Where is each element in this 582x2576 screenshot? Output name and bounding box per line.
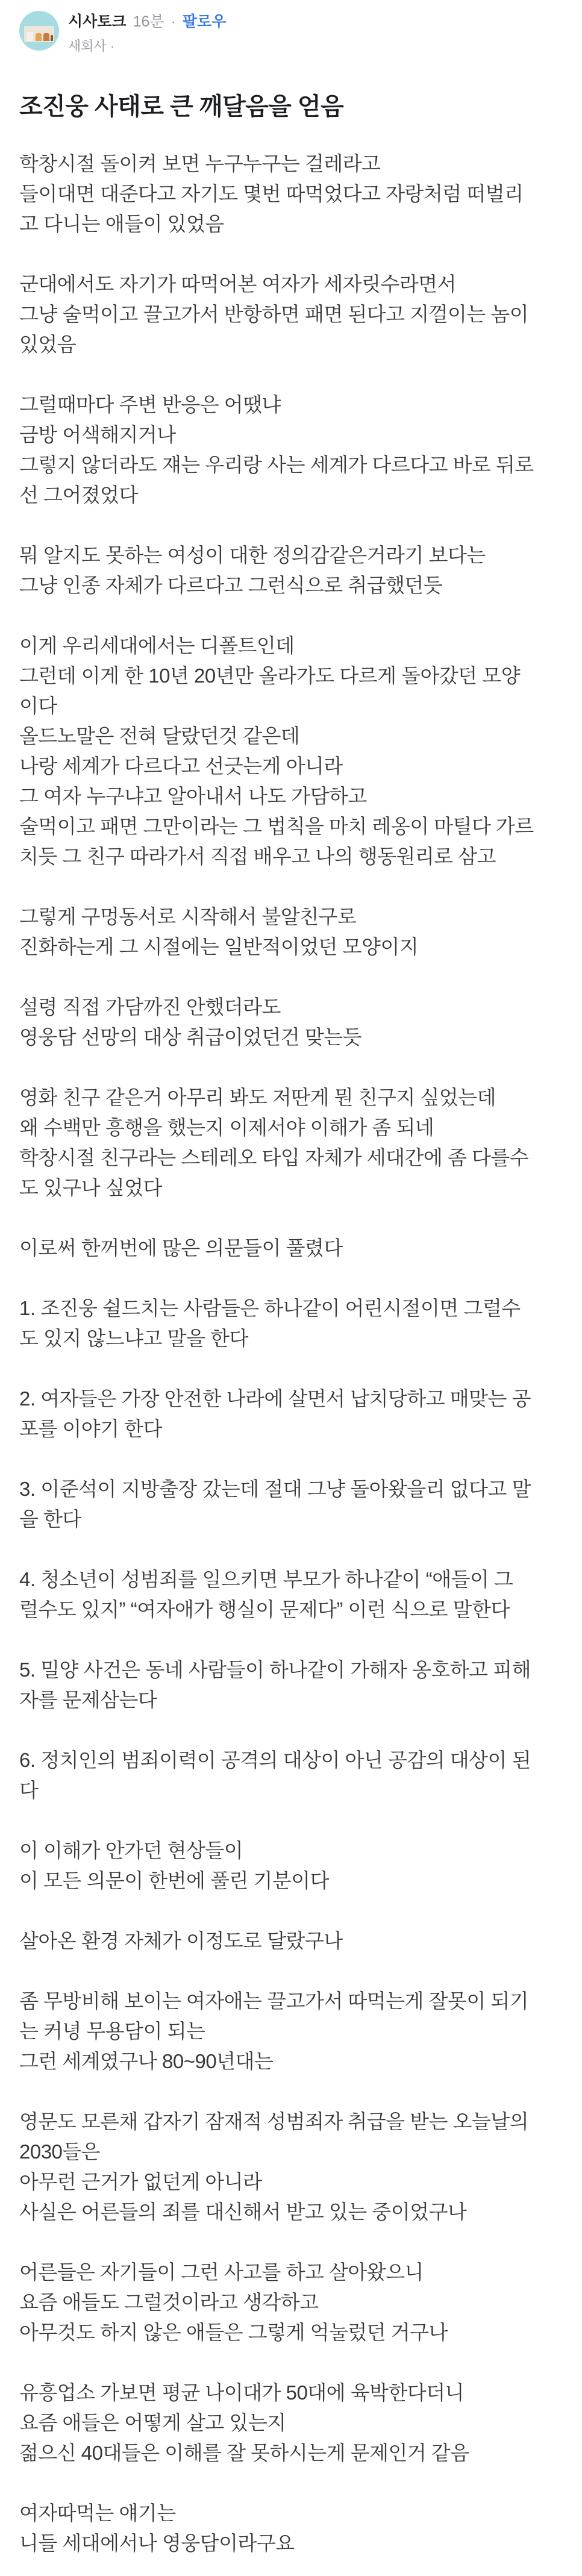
post-text-line: 도 있구나 싶었다 <box>19 1177 162 1199</box>
post-paragraph <box>19 2107 563 2227</box>
post-text-line: 1. 조진웅 쉴드치는 사람들은 하나같이 어린시절이면 그럴수 <box>19 1297 521 1319</box>
author-name[interactable]: 시사토크 <box>68 13 127 30</box>
post-header-line1 <box>68 13 226 31</box>
post-paragraph <box>19 1233 563 1263</box>
post-text-line: 어른들은 자기들이 그런 사고를 하고 살아왔으니 <box>19 2261 424 2283</box>
post-text-line: 는 커녕 무용담이 되는 <box>19 2020 205 2042</box>
post-paragraph <box>19 992 563 1052</box>
post-text-line: 도 있지 않느냐고 말을 한다 <box>19 1327 248 1349</box>
post-text-line: 여자따먹는 얘기는 <box>19 2502 176 2524</box>
post-paragraph <box>19 1986 563 2077</box>
post-text-line: 2. 여자들은 가장 안전한 나라에 살면서 납치당하고 매맞는 공 <box>19 1387 531 1410</box>
post-text-line: 아무것도 하지 않은 애들은 그렇게 억눌렀던 거구나 <box>19 2321 448 2343</box>
post-text-line: 들이대면 대준다고 자기도 몇번 따먹었다고 자랑처럼 떠벌리 <box>19 183 524 205</box>
post-text-line: 영화 친구 같은거 아무리 봐도 저딴게 뭔 친구지 싶었는데 <box>19 1086 496 1108</box>
post-text-line: 그 여자 누구냐고 알아내서 나도 가담하고 <box>19 785 367 807</box>
post-text-line: 4. 청소년이 성범죄를 일으키면 부모가 하나같이 “애들이 그 <box>19 1568 513 1590</box>
post-text-line: 학창시절 친구라는 스테레오 타입 자체가 세대간에 좀 다를수 <box>19 1146 529 1169</box>
post-text-line: 있었음 <box>19 333 77 355</box>
post-text-line: 군대에서도 자기가 따먹어본 여자가 세자릿수라면서 <box>19 273 456 295</box>
post-text-line: 선 그어졌었다 <box>19 484 138 506</box>
post-text-line: 좀 무방비해 보이는 여자애는 끌고가서 따먹는게 잘못이 되기 <box>19 1990 529 2012</box>
post-text-line: 럴수도 있지” “여자애가 행실이 문제다” 이런 식으로 말한다 <box>19 1598 510 1621</box>
post-text-line: 영문도 모른채 갑자기 잠재적 성범죄자 취급을 받는 오늘날의 <box>19 2110 529 2133</box>
post-text-line: 요즘 애들도 그럴것이라고 생각하고 <box>19 2291 319 2313</box>
post-paragraph <box>19 1384 563 1444</box>
post-text-line: 진화하는게 그 시절에는 일반적이었던 모양이지 <box>19 936 419 958</box>
post-text-line: 젊으신 40대들은 이해를 잘 못하시는게 문제인거 같음 <box>19 2442 469 2464</box>
post-text-line: 을 한다 <box>19 1508 81 1530</box>
post-paragraph <box>19 1565 563 1625</box>
page-title: 조진웅 사태로 큰 깨달음을 얻음 <box>19 93 344 120</box>
post-text-line: 아무런 근거가 없던게 아니라 <box>19 2171 262 2193</box>
post-text-line: 사실은 어른들의 죄를 대신해서 받고 있는 중이었구나 <box>19 2201 467 2223</box>
post-text-line: 왜 수백만 흥행을 했는지 이제서야 이해가 좀 되네 <box>19 1116 434 1139</box>
post-paragraph <box>19 1655 563 1715</box>
post-text-line: 그런 세계였구나 80~90년대는 <box>19 2050 274 2072</box>
post-paragraph <box>19 1474 563 1534</box>
post-text-line: 나랑 세계가 다르다고 선긋는게 아니라 <box>19 755 343 777</box>
post-paragraph <box>19 2257 563 2348</box>
post-text-line: 니들 세대에서나 영웅담이라구요 <box>19 2532 295 2554</box>
post-text-line: 그렇게 구멍동서로 시작해서 불알친구로 <box>19 905 357 928</box>
post-paragraph <box>19 2498 563 2559</box>
post-text-line: 그렇지 않더라도 쟤는 우리랑 사는 세계가 다르다고 바로 뒤로 <box>19 454 534 476</box>
post-text-line: 유흥업소 가보면 평균 나이대가 50대에 육박한다더니 <box>19 2381 464 2404</box>
post-text-line: 요즘 애들은 어떻게 살고 있는지 <box>19 2412 286 2434</box>
post-text-line: 다 <box>19 1779 39 1801</box>
post-subtitle: 새회사 · <box>68 39 115 54</box>
post-text-line: 영웅담 선망의 대상 취급이었던건 맞는듯 <box>19 1026 362 1048</box>
post-text-line: 이 이해가 안가던 현상들이 <box>19 1839 243 1862</box>
post-text-line: 그런데 이게 한 10년 20년만 올라가도 다르게 돌아갔던 모양 <box>19 664 521 687</box>
post-text-line: 설령 직접 가담까진 안했더라도 <box>19 996 281 1018</box>
post-text-line: 그냥 술먹이고 끌고가서 반항하면 패면 된다고 지껄이는 놈이 <box>19 303 529 325</box>
post-text-line: 이게 우리세대에서는 디폴트인데 <box>19 634 295 657</box>
post-text-line: 포를 이야기 한다 <box>19 1418 162 1440</box>
post-text-line: 6. 정치인의 범죄이력이 공격의 대상이 아닌 공감의 대상이 된 <box>19 1749 531 1771</box>
post-text-line: 고 다니는 애들이 있었음 <box>19 213 224 235</box>
post-paragraph <box>19 1745 563 1805</box>
post-paragraph <box>19 390 563 510</box>
follow-button[interactable]: 팔로우 <box>182 13 227 30</box>
post-text-line: 그냥 인종 자체가 다르다고 그런식으로 취급했던듯 <box>19 574 443 596</box>
avatar[interactable] <box>19 11 59 51</box>
post-paragraph <box>19 1836 563 1896</box>
avatar-image-detail <box>27 32 33 41</box>
post-paragraph <box>19 149 563 239</box>
avatar-image-detail <box>36 33 42 41</box>
post-text-line: 금방 어색해지거나 <box>19 424 176 446</box>
post-text-line: 학창시절 돌이켜 보면 누구누구는 걸레라고 <box>19 152 381 175</box>
post-time: 16분 <box>133 13 164 30</box>
post-text-line: 뭐 알지도 못하는 여성이 대한 정의감같은거라기 보다는 <box>19 544 486 566</box>
post-paragraph <box>19 269 563 360</box>
post-text-line: 이 모든 의문이 한번에 풀린 기분이다 <box>19 1869 330 1892</box>
post-paragraph <box>19 631 563 872</box>
post-paragraph <box>19 540 563 601</box>
avatar-image-detail <box>43 33 49 41</box>
post-paragraph <box>19 1083 563 1203</box>
post-text-line: 이로써 한꺼번에 많은 의문들이 풀렸다 <box>19 1237 343 1259</box>
post-text-line: 그럴때마다 주변 반응은 어땠냐 <box>19 393 281 416</box>
post-text-line: 올드노말은 전혀 달랐던것 같은데 <box>19 725 300 747</box>
dot-separator: · <box>171 13 176 30</box>
post-paragraph <box>19 1926 563 1956</box>
post-body <box>19 149 563 2559</box>
post-text-line: 술먹이고 패면 그만이라는 그 법칙을 마치 레옹이 마틸다 가르 <box>19 815 534 837</box>
post-paragraph <box>19 2378 563 2468</box>
avatar-image-detail <box>51 35 53 41</box>
post-paragraph <box>19 1293 563 1354</box>
post-text-line: 2030들은 <box>19 2140 101 2163</box>
post-header-text <box>68 11 226 55</box>
post-paragraph <box>19 902 563 962</box>
post-text-line: 자를 문제삼는다 <box>19 1689 157 1711</box>
post-text-line: 치듯 그 친구 따라가서 직접 배우고 나의 행동원리로 삼고 <box>19 845 496 868</box>
post-text-line: 이다 <box>19 695 57 717</box>
post-header <box>19 11 563 55</box>
post-text-line: 살아온 환경 자체가 이정도로 달랐구나 <box>19 1930 343 1952</box>
post-text-line: 5. 밀양 사건은 동네 사람들이 하나같이 가해자 옹호하고 피해 <box>19 1658 531 1681</box>
post-text-line: 3. 이준석이 지방출장 갔는데 절대 그냥 돌아왔을리 없다고 말 <box>19 1478 531 1500</box>
avatar-image <box>24 26 54 42</box>
